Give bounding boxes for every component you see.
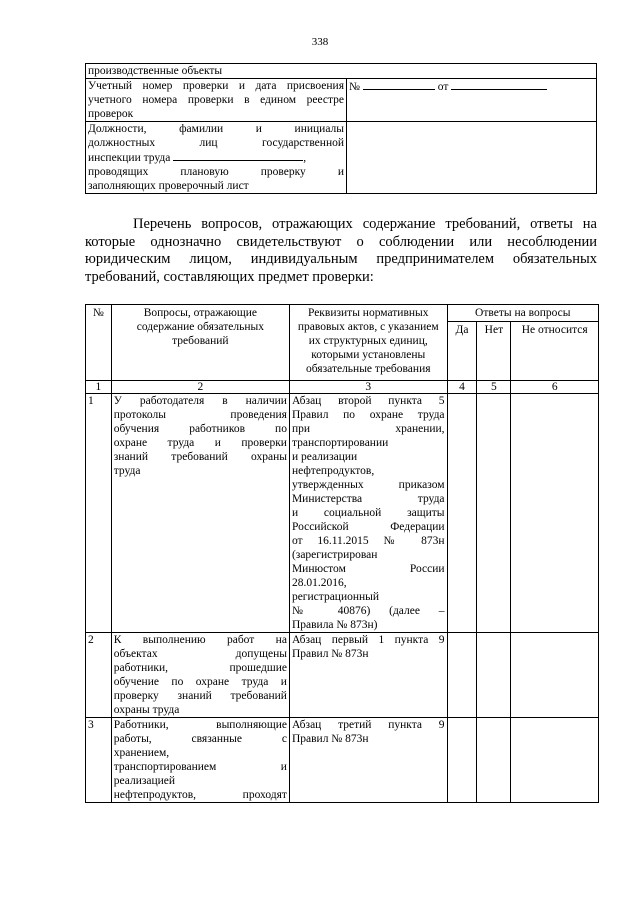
date-blank-line[interactable] xyxy=(451,79,547,90)
answer-no-cell[interactable] xyxy=(477,718,511,803)
header-not-applicable: Не относится xyxy=(511,322,599,381)
date-prefix: от xyxy=(437,81,449,93)
info-label-inspectors: Должности, фамилии и инициалы должностных лиц государственной инспекции труда , проводящих плановую проверку и заполняющих проверочный лист xyxy=(86,122,347,194)
answer-na-cell[interactable] xyxy=(511,394,599,633)
requisite-cell: Абзац второй пункта 5 Правил по охране труда при хранении, транспортировании и реализации нефтепродуктов, утвержденных приказом Министерства труда и социальной защиты Российской Федерации от 16.11.2015 № 873н (зарегистрирован Минюстом России 28.01.2016, регистрационный № 40876) (далее – Правила № 873н) xyxy=(289,394,447,633)
info-value-inspectors[interactable] xyxy=(347,122,597,194)
column-number: 6 xyxy=(511,381,599,394)
column-number: 3 xyxy=(289,381,447,394)
column-number: 2 xyxy=(111,381,289,394)
answer-yes-cell[interactable] xyxy=(447,394,477,633)
column-number: 4 xyxy=(447,381,477,394)
question-cell: К выполнению работ на объектах допущены работники, прошедшие обучение по охране труда и проверку знаний требований охраны труда xyxy=(111,633,289,718)
requisite-cell: Абзац первый 1 пункта 9 Правил № 873н xyxy=(289,633,447,718)
inspection-info-table xyxy=(85,63,597,194)
number-blank-line[interactable] xyxy=(363,79,435,90)
table-row xyxy=(86,633,599,718)
row-number: 2 xyxy=(86,633,112,718)
header-yes: Да xyxy=(447,322,477,381)
table-row xyxy=(86,394,599,633)
info-label-registry-number: Учетный номер проверки и дата присвоения учетного номера проверки в едином реестре проверок xyxy=(86,79,347,122)
table-row xyxy=(86,718,599,803)
answer-no-cell[interactable] xyxy=(477,394,511,633)
checklist-table xyxy=(85,304,599,803)
question-cell: У работодателя в наличии протоколы проведения обучения работников по охране труда и проверки знаний требований охраны труда xyxy=(111,394,289,633)
page-number: 338 xyxy=(311,36,329,48)
number-sign: № xyxy=(349,81,360,93)
column-number: 1 xyxy=(86,381,112,394)
inspector-blank-line[interactable] xyxy=(173,150,303,161)
header-answers: Ответы на вопросы xyxy=(447,305,598,322)
column-number-row xyxy=(86,381,599,394)
header-requisites: Реквизиты нормативных правовых актов, с указанием их структурных единиц, которыми установлены обязательные требования xyxy=(289,305,447,381)
header-no: Нет xyxy=(477,322,511,381)
row-number: 3 xyxy=(86,718,112,803)
answer-na-cell[interactable] xyxy=(511,718,599,803)
header-questions: Вопросы, отражающие содержание обязательных требований xyxy=(111,305,289,381)
checklist-intro-paragraph: Перечень вопросов, отражающих содержание требований, ответы на которые однозначно свидетельствуют о соблюдении или несоблюдении юридическим лицом, индивидуальным предпринимателем обязательных требований, составляющих предмет проверки: xyxy=(85,216,597,285)
answer-no-cell[interactable] xyxy=(477,633,511,718)
column-number: 5 xyxy=(477,381,511,394)
answer-yes-cell[interactable] xyxy=(447,718,477,803)
info-row-objects: производственные объекты xyxy=(86,64,597,79)
answer-yes-cell[interactable] xyxy=(447,633,477,718)
answer-na-cell[interactable] xyxy=(511,633,599,718)
question-cell: Работники, выполняющие работы, связанные с хранением, транспортированием и реализацией нефтепродуктов, проходят xyxy=(111,718,289,803)
requisite-cell: Абзац третий пункта 9 Правил № 873н xyxy=(289,718,447,803)
info-value-registry-number[interactable] xyxy=(347,79,597,122)
header-num: № xyxy=(86,305,112,381)
row-number: 1 xyxy=(86,394,112,633)
